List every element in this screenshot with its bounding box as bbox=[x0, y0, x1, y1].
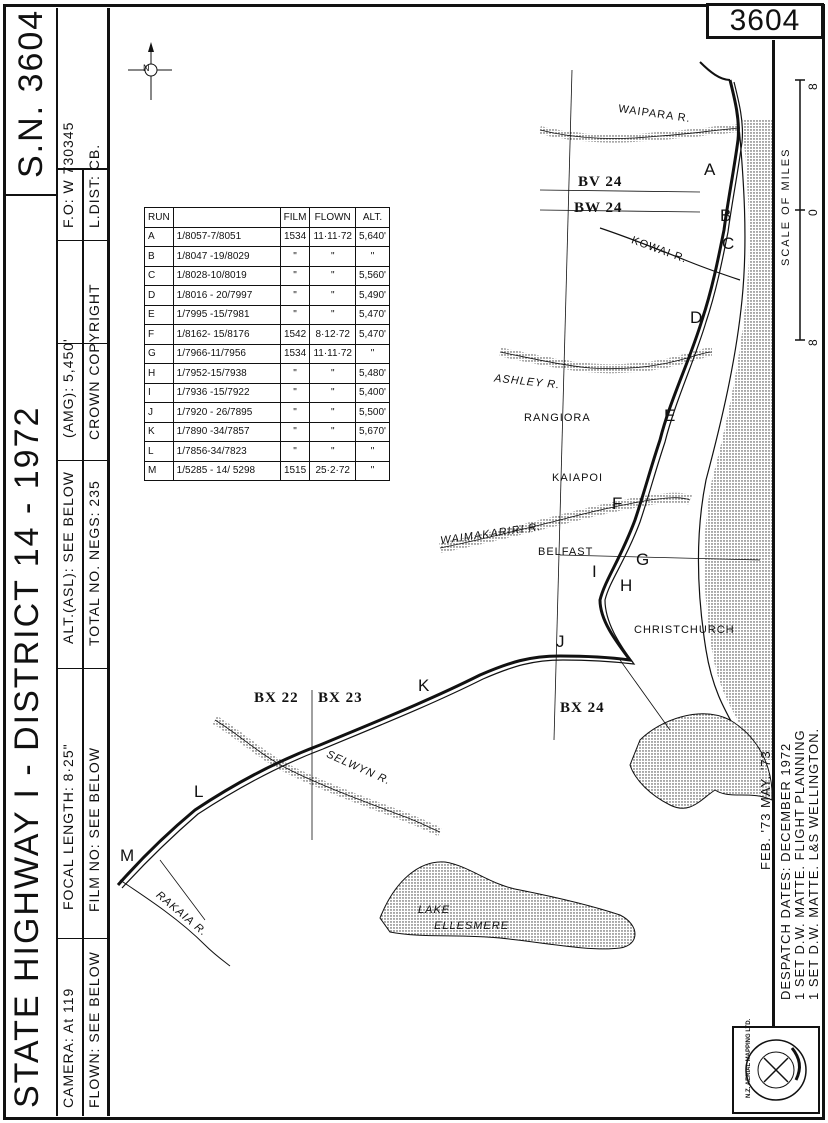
flown-cell: " bbox=[310, 383, 356, 403]
label-waipara: WAIPARA R. bbox=[617, 102, 692, 126]
scale-title: SCALE OF MILES bbox=[780, 147, 792, 266]
film-cell: 1534 bbox=[280, 344, 310, 364]
flown-cell: " bbox=[310, 266, 356, 286]
flown-cell: " bbox=[310, 364, 356, 384]
film-cell: " bbox=[280, 422, 310, 442]
alt-cell: " bbox=[356, 461, 390, 481]
run-cell: B bbox=[145, 247, 174, 267]
focal-length-info: FOCAL LENGTH: 8·25" bbox=[60, 743, 76, 910]
label-waimakariri: WAIMAKARIRI R. bbox=[439, 520, 543, 548]
run-cell: I bbox=[145, 383, 174, 403]
frames-cell: 1/5285 - 14/ 5298 bbox=[173, 461, 280, 481]
frames-cell: 1/8057-7/8051 bbox=[173, 227, 280, 247]
alt-cell: " bbox=[356, 344, 390, 364]
film-cell: " bbox=[280, 364, 310, 384]
amg-info: (AMG): 5,450' bbox=[60, 338, 76, 438]
scale-left: 8 bbox=[806, 83, 820, 90]
alt-cell: 5,470' bbox=[356, 325, 390, 345]
run-cell: K bbox=[145, 422, 174, 442]
map-title: STATE HIGHWAY I - DISTRICT 14 - 1972 bbox=[8, 405, 46, 1108]
altitude-info: ALT.(ASL): SEE BELOW bbox=[60, 470, 76, 644]
run-label-d: D bbox=[690, 308, 703, 327]
despatch-line-2: 1 SET D.W. MATTE. L&S WELLINGTON. bbox=[806, 727, 821, 1000]
run-label-j: J bbox=[556, 632, 565, 651]
total-negs-info: TOTAL NO. NEGS: 235 bbox=[86, 480, 102, 646]
scale-bar bbox=[795, 80, 805, 340]
film-cell: 1515 bbox=[280, 461, 310, 481]
header-film: FILM bbox=[280, 208, 310, 228]
label-lake: LAKE bbox=[418, 904, 451, 916]
film-cell: " bbox=[280, 403, 310, 423]
frames-cell: 1/7936 -15/7922 bbox=[173, 383, 280, 403]
label-christchurch: CHRISTCHURCH bbox=[634, 624, 735, 636]
film-no-info: FILM NO: SEE BELOW bbox=[86, 746, 102, 912]
label-rakaia: RAKAIA R. bbox=[153, 889, 210, 939]
label-ellesmere: ELLESMERE bbox=[434, 920, 510, 932]
company-seal bbox=[732, 1018, 820, 1114]
film-cell: 1542 bbox=[280, 325, 310, 345]
flown-cell: " bbox=[310, 442, 356, 462]
run-cell: E bbox=[145, 305, 174, 325]
frames-cell: 1/8162- 15/8176 bbox=[173, 325, 280, 345]
scale-right: 8 bbox=[806, 339, 820, 346]
flown-cell: " bbox=[310, 403, 356, 423]
flown-info: FLOWN: SEE BELOW bbox=[86, 951, 102, 1108]
label-bx22: BX 22 bbox=[254, 690, 299, 706]
label-kowai: KOWAI R. bbox=[629, 234, 689, 266]
alt-cell: " bbox=[356, 442, 390, 462]
frames-cell: 1/7890 -34/7857 bbox=[173, 422, 280, 442]
alt-cell: 5,640' bbox=[356, 227, 390, 247]
despatch-dates: DESPATCH DATES: DECEMBER 1972 bbox=[778, 742, 793, 1000]
flown-cell: " bbox=[310, 305, 356, 325]
film-cell: " bbox=[280, 266, 310, 286]
run-label-b: B bbox=[720, 206, 732, 225]
run-label-c: C bbox=[722, 234, 735, 253]
serial-number: S.N. 3604 bbox=[12, 8, 50, 178]
flown-cell: " bbox=[310, 422, 356, 442]
l-dist-info: L.DIST: CB. bbox=[86, 143, 102, 228]
run-cell: F bbox=[145, 325, 174, 345]
label-rangiora: RANGIORA bbox=[524, 412, 591, 424]
film-cell: " bbox=[280, 305, 310, 325]
run-cell: A bbox=[145, 227, 174, 247]
label-bv24: BV 24 bbox=[578, 174, 623, 190]
run-cell: G bbox=[145, 344, 174, 364]
right-divider bbox=[772, 40, 775, 1040]
film-cell: 1534 bbox=[280, 227, 310, 247]
alt-cell: 5,560' bbox=[356, 266, 390, 286]
copyright-info: CROWN COPYRIGHT bbox=[86, 283, 102, 440]
flown-cell: 8·12·72 bbox=[310, 325, 356, 345]
rakaia-river bbox=[120, 880, 230, 966]
alt-cell: 5,490' bbox=[356, 286, 390, 306]
run-cell: M bbox=[145, 461, 174, 481]
alt-cell: 5,480' bbox=[356, 364, 390, 384]
frames-cell: 1/7966-11/7956 bbox=[173, 344, 280, 364]
film-cell: " bbox=[280, 286, 310, 306]
film-cell: " bbox=[280, 442, 310, 462]
fo-info: F.O: W 730345 bbox=[60, 121, 76, 228]
alt-cell: 5,400' bbox=[356, 383, 390, 403]
run-label-g: G bbox=[636, 550, 650, 569]
run-cell: D bbox=[145, 286, 174, 306]
camera-info: CAMERA: At 119 bbox=[60, 987, 76, 1108]
label-selwyn: SELWYN R. bbox=[324, 748, 393, 788]
alt-cell: 5,670' bbox=[356, 422, 390, 442]
label-ashley: ASHLEY R. bbox=[493, 372, 561, 392]
alt-cell: 5,500' bbox=[356, 403, 390, 423]
run-label-e: E bbox=[664, 406, 676, 425]
frames-cell: 1/7856-34/7823 bbox=[173, 442, 280, 462]
film-cell: " bbox=[280, 383, 310, 403]
run-label-f: F bbox=[612, 494, 623, 513]
header-alt: ALT. bbox=[356, 208, 390, 228]
run-label-i: I bbox=[592, 562, 597, 581]
frames-cell: 1/7995 -15/7981 bbox=[173, 305, 280, 325]
north-label: N bbox=[143, 63, 151, 73]
frames-cell: 1/8016 - 20/7997 bbox=[173, 286, 280, 306]
label-belfast: BELFAST bbox=[538, 546, 594, 558]
coastline bbox=[704, 120, 772, 760]
seal-text: N.Z. AERIAL MAPPING LTD. bbox=[746, 1018, 752, 1098]
despatch-months: FEB. '73 MAY. '73 bbox=[758, 750, 773, 870]
label-bx23: BX 23 bbox=[318, 690, 363, 706]
run-label-h: H bbox=[620, 576, 633, 595]
frames-cell: 1/7920 - 26/7895 bbox=[173, 403, 280, 423]
alt-cell: " bbox=[356, 247, 390, 267]
alt-cell: 5,470' bbox=[356, 305, 390, 325]
run-cell: L bbox=[145, 442, 174, 462]
despatch-line-1: 1 SET D.W. MATTE. FLIGHT PLANNING bbox=[792, 729, 807, 1000]
run-label-m: M bbox=[120, 846, 135, 865]
flown-cell: " bbox=[310, 286, 356, 306]
label-kaiapoi: KAIAPOI bbox=[552, 472, 604, 484]
run-label-a: A bbox=[704, 160, 716, 179]
run-label-k: K bbox=[418, 676, 430, 695]
header-run: RUN bbox=[145, 208, 174, 228]
header-flown: FLOWN bbox=[310, 208, 356, 228]
sheet-number-box: 3604 bbox=[706, 3, 824, 39]
label-bx24: BX 24 bbox=[560, 700, 605, 716]
film-cell: " bbox=[280, 247, 310, 267]
label-bw24: BW 24 bbox=[574, 200, 623, 216]
flown-cell: 11·11·72 bbox=[310, 344, 356, 364]
flown-cell: 11·11·72 bbox=[310, 227, 356, 247]
flown-cell: " bbox=[310, 247, 356, 267]
run-cell: H bbox=[145, 364, 174, 384]
run-label-l: L bbox=[194, 782, 204, 801]
frames-cell: 1/8028-10/8019 bbox=[173, 266, 280, 286]
flown-cell: 25·2·72 bbox=[310, 461, 356, 481]
frames-cell: 1/8047 -19/8029 bbox=[173, 247, 280, 267]
run-cell: C bbox=[145, 266, 174, 286]
frames-cell: 1/7952-15/7938 bbox=[173, 364, 280, 384]
run-cell: J bbox=[145, 403, 174, 423]
scale-mid: 0 bbox=[806, 209, 820, 216]
